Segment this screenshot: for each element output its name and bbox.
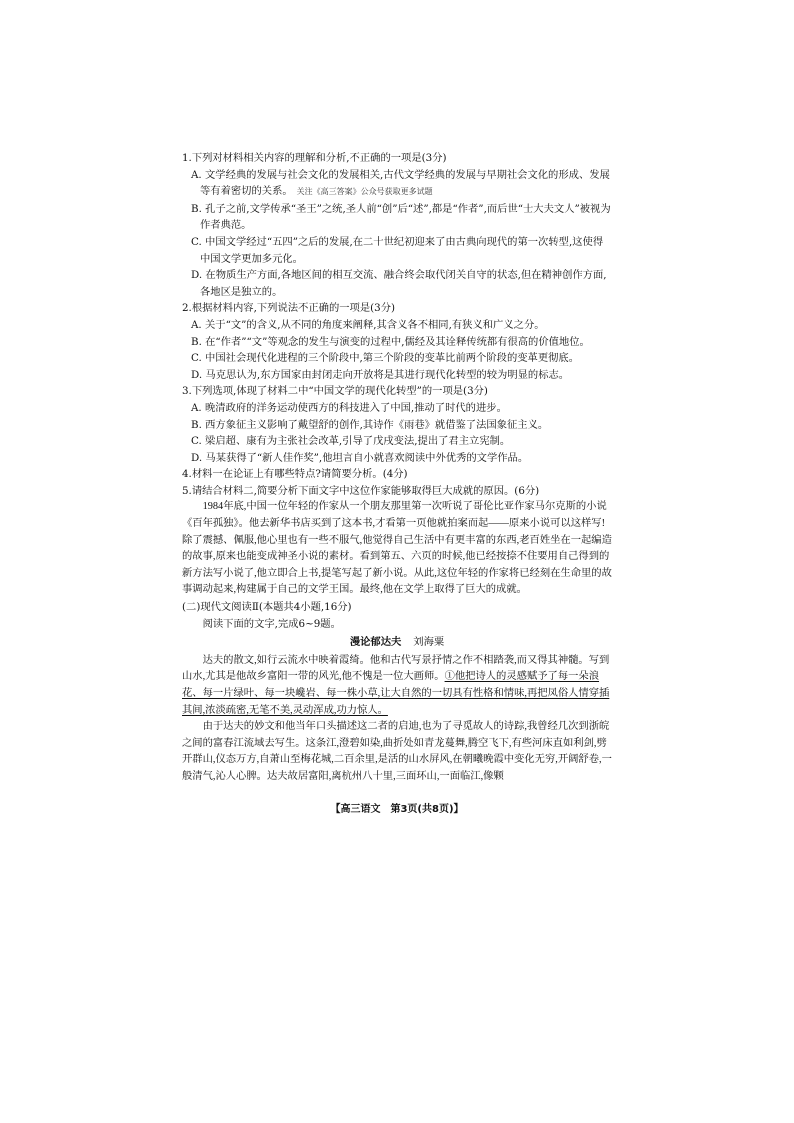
page-footer: 【高三语文 第3页(共8页)】 xyxy=(330,804,464,815)
question-2-stem: 2.根据材料内容,下列说法不正确的一项是(3分) xyxy=(182,302,396,315)
article-author: 刘海粟 xyxy=(413,636,445,649)
article-title xyxy=(182,634,612,651)
question-3-option-c: C. 梁启超、康有为主张社会改革,引导了戊戌变法,提出了君主立宪制。 xyxy=(191,435,511,448)
question-1-option-a xyxy=(190,167,612,201)
question-5-passage: 1984年底,中国一位年轻的作家从一个朋友那里第一次听说了哥伦比亚作家马尔克斯的小说《百年孤独》。他去新华书店买到了这本书,才看第一页他就拍案而起——原来小说可以这样写!除了震撼、佩服,他心里也有一些不服气,他觉得自己生活中有更丰富的东西,老百姓坐在一起编造的故事,原来也能变成神圣小说的素材。看到第五、六页的时候,他已经按捺不住要用自己得到的新方法写小说了,他立即合上书,提笔写起了新小说。从此,这位年轻的作家将已经刻在生命里的故事调动起来,构建属于自己的文学王国。最终,他在文学上取得了巨大的成就。 xyxy=(182,501,612,596)
underlined-sentence-1: ①他把诗人的灵感赋予了每一朵浪花、每一片绿叶、每一块巉岩、每一株小草,让大自然的一切具有性格和情味,再把凤俗人情穿插其间,浓淡疏密,无笔不美,灵动浑成,功力惊人。 xyxy=(182,671,610,716)
question-3-stem: 3.下列选项,体现了材料二中“中国文学的现代化转型”的一项是(3分) xyxy=(182,385,488,398)
question-1-option-c: C. 中国文学经过“五四”之后的发展,在二十世纪初迎来了由古典向现代的第一次转型,这使得中国文学更加多元化。 xyxy=(191,235,604,265)
question-3-option-b: B. 西方象征主义影响了戴望舒的创作,其诗作《雨巷》就借鉴了法国象征主义。 xyxy=(191,418,549,431)
article-title-text: 漫论郁达夫 xyxy=(349,636,402,649)
article-paragraph-2: 由于达夫的妙文和他当年口头描述这二者的启迪,也为了寻觅故人的诗踪,我曾经几次到浙皖之间的富春江流域去写生。这条江,澄碧如染,曲折处如青龙蔓舞,腾空飞下,有些河床直如利剑,劈开群山,仪态万方,自萧山至梅花城,二百余里,是活的山水屏风,在朝曦晚霞中变化无穷,开阔舒卷,一般清气,沁人心脾。达夫故居富阳,离杭州八十里,三面环山,一面临江,像颗 xyxy=(182,721,612,782)
question-2-option-c: C. 中国社会现代化进程的三个阶段中,第三个阶段的变革比前两个阶段的变革更彻底。 xyxy=(191,352,580,365)
page-content xyxy=(182,150,612,786)
paragraph-1-text: 达夫的散文,如行云流水中映着霞绮。他和古代写景抒情之作不相踏袭,而又得其神髓。写到山水,尤其是他故乡富阳一带的风光,他不愧是一位大画师。 xyxy=(182,654,610,683)
question-5-stem: 5.请结合材料二,简要分析下面文字中这位作家能够取得巨大成就的原因。(6分) xyxy=(182,484,540,497)
section-heading: (二)现代文阅读Ⅱ(本题共4小题,16分) xyxy=(182,601,352,614)
question-1-option-d: D. 在物质生产方面,各地区间的相互交流、融合终会取代闭关自守的状态,但在精神创作方面,各地区是独立的。 xyxy=(191,269,607,298)
question-1-stem: 1.下列对材料相关内容的理解和分析,不正确的一项是(3分) xyxy=(182,152,447,164)
question-4-stem: 4.材料一在论证上有哪些特点?请简要分析。(4分) xyxy=(182,468,408,481)
question-3-option-d: D. 马某获得了“新人佳作奖”,他坦言自小就喜欢阅读中外优秀的文学作品。 xyxy=(191,451,529,464)
article-paragraph-1 xyxy=(182,653,612,719)
question-2-option-d: D. 马克思认为,东方国家由封闭走向开放将是其进行现代化转型的较为明显的标志。 xyxy=(191,368,570,381)
section-instruction: 阅读下面的文字,完成6~9题。 xyxy=(202,617,341,630)
question-2-option-b: B. 在“作者”“文”等观念的发生与演变的过程中,儒经及其诠释传统都有很高的价值地位。 xyxy=(191,335,590,348)
question-3-option-a: A. 晚清政府的洋务运动使西方的科技进入了中国,推动了时代的进步。 xyxy=(191,401,507,414)
question-1-option-b: B. 孔子之前,文学传承“圣王”之统,圣人前“创”后“述”,都是“作者”,而后世“士大夫文人”被视为作者典范。 xyxy=(191,202,611,232)
question-2-option-a: A. 关于“文”的含义,从不同的角度来阐释,其含义各不相同,有狭义和广义之分。 xyxy=(191,318,545,331)
watermark-note: 关注《高三答案》公众号获取更多试题 xyxy=(296,187,433,197)
option-a-text: A. 文学经典的发展与社会文化的发展相关,古代文学经典的发展与早期社会文化的形成、发展等有着密切的关系。 xyxy=(191,168,610,198)
